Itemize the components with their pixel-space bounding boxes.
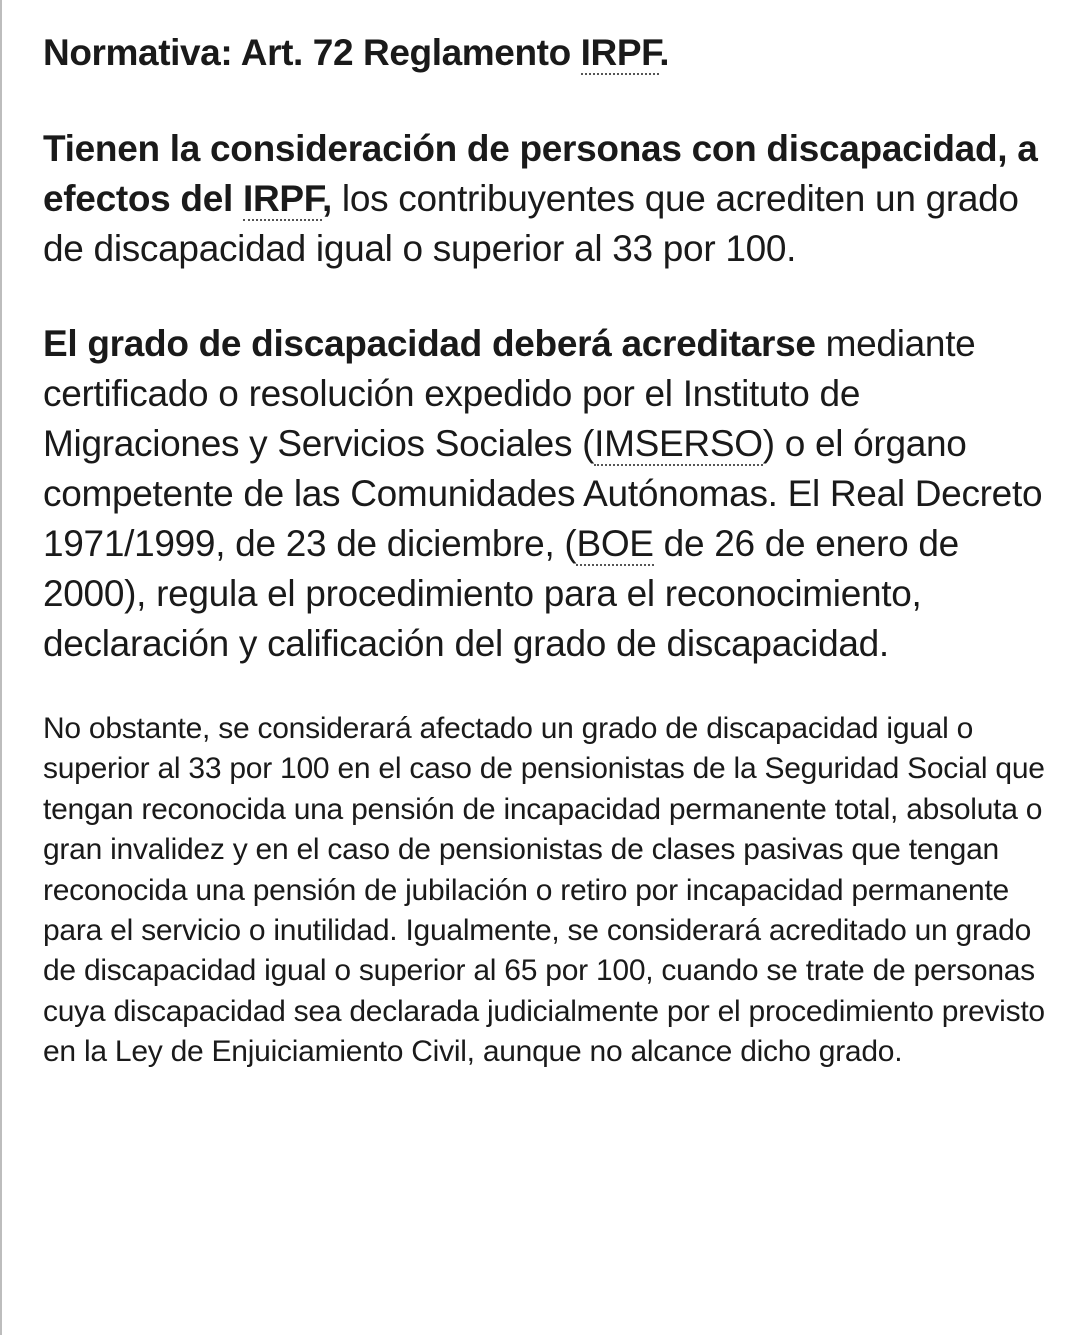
para1-rest: los contribuyentes que acrediten un grado de discapacidad igual o superior al 33 por 100.	[43, 178, 1019, 269]
paragraph-discapacidad-definicion	[43, 124, 1053, 274]
para1-bold-b: ,	[321, 178, 332, 219]
normativa-suffix: .	[659, 32, 670, 73]
normativa-prefix: Normativa: Art. 72 Reglamento	[43, 32, 581, 73]
imserso-abbr[interactable]: IMSERSO	[594, 423, 763, 464]
para2-text-c: de 26 de enero de 2000), regula el procedimiento para el reconocimiento, declaración y calificación del grado de discapacidad.	[43, 523, 959, 664]
boe-abbr[interactable]: BOE	[576, 523, 654, 564]
para2-text-b: ) o el órgano competente de las Comunidades Autónomas. El Real Decreto 1971/1999, de 23 de diciembre, (	[43, 423, 1043, 564]
paragraph-acreditacion	[43, 319, 1053, 669]
para2-bold: El grado de discapacidad deberá acreditarse	[43, 323, 816, 364]
para1-bold-a: Tienen la consideración de personas con discapacidad, a efectos del	[43, 128, 1038, 219]
document-content	[43, 28, 1053, 1103]
irpf-abbr[interactable]: IRPF	[580, 32, 660, 73]
irpf-abbr-2[interactable]: IRPF	[242, 178, 322, 219]
normativa-heading	[43, 28, 1053, 78]
para2-text-a: mediante certificado o resolución expedido por el Instituto de Migraciones y Servicios Sociales (	[43, 323, 976, 464]
paragraph-no-obstante: No obstante, se considerará afectado un grado de discapacidad igual o superior al 33 por 100 en el caso de pensionistas de la Seguridad Social que tengan reconocida una pensión de incapacidad permanente total, absoluta o gran invalidez y en el caso de pensionistas de clases pasivas que tengan reconocida una pensión de jubilación o retiro por incapacidad permanente para el servicio o inutilidad. Igualmente, se considerará acreditado un grado de discapacidad igual o superior al 65 por 100, cuando se trate de personas cuya discapacidad sea declarada judicialmente por el procedimiento previsto en la Ley de Enjuiciamiento Civil, aunque no alcance dicho grado.	[43, 712, 1045, 1069]
left-border	[0, 0, 2, 1335]
